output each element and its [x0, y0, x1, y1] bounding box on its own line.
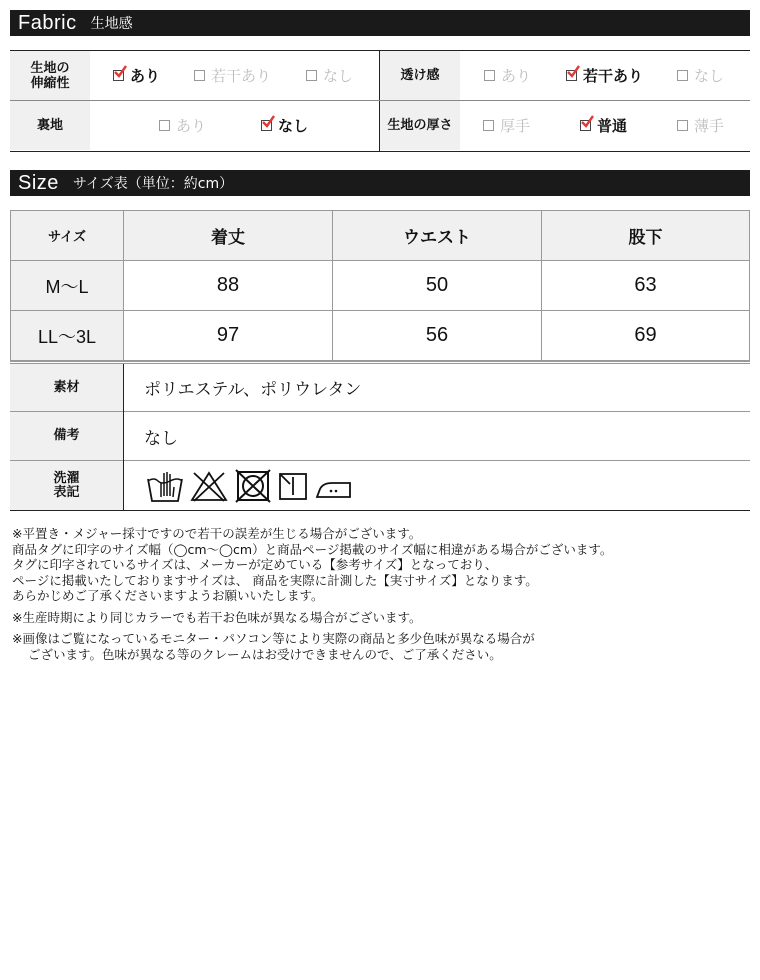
checkbox-icon — [306, 70, 317, 81]
stretch-label-line1: 生地の — [30, 60, 70, 76]
table-row — [11, 311, 750, 361]
hand-wash-icon — [146, 469, 184, 503]
stretch-option-jakkan: 若干あり — [194, 51, 271, 100]
fabric-section-header — [10, 10, 750, 36]
thickness-option-atsude: 厚手 — [483, 101, 530, 150]
size-subtitle: サイズ表（単位：約cm） — [72, 176, 234, 192]
stretch-label — [10, 51, 90, 100]
table-row — [11, 261, 750, 311]
remarks-label: 備考 — [10, 412, 124, 461]
lining-label: 裏地 — [10, 101, 90, 150]
lining-option-ari: あり — [159, 101, 206, 150]
length-value-cell: 97 — [124, 311, 333, 361]
thickness-option-futsu: 普通 — [580, 101, 627, 150]
inseam-header-cell: 股下 — [542, 211, 750, 261]
checkbox-icon — [677, 70, 688, 81]
waist-value-cell: 56 — [333, 311, 542, 361]
stretch-option-ari: あり — [113, 51, 160, 100]
size-table — [10, 210, 750, 361]
care-icons — [124, 461, 751, 511]
notes — [12, 526, 752, 662]
no-tumble-dry-icon — [234, 469, 272, 503]
sheer-option-ari: あり — [484, 51, 531, 100]
checked-box-icon — [580, 120, 591, 131]
length-value-cell: 88 — [124, 261, 333, 311]
note-line: 商品タグに印字のサイズ幅（◯cm〜◯cm）と商品ページ掲載のサイズ幅に相違がある場合がございます。 — [12, 541, 613, 557]
checked-box-icon — [261, 120, 272, 131]
material-label: 素材 — [10, 363, 124, 412]
material-row — [10, 363, 750, 412]
remarks-value: なし — [124, 412, 751, 461]
checkbox-icon — [483, 120, 494, 131]
remarks-row — [10, 412, 750, 461]
no-bleach-icon — [190, 469, 228, 503]
iron-medium-icon — [314, 469, 354, 503]
fabric-table — [10, 50, 750, 152]
size-section-header — [10, 170, 750, 196]
care-row — [10, 461, 750, 511]
sheer-label: 透け感 — [380, 51, 460, 100]
fabric-title: Fabric — [18, 11, 77, 34]
checkbox-icon — [159, 120, 170, 131]
note-line: ございます。色味が異なる等のクレームはお受けできませんので、ご了承ください。 — [28, 646, 502, 662]
waist-header-cell: ウエスト — [333, 211, 542, 261]
material-value: ポリエステル、ポリウレタン — [124, 363, 751, 412]
length-header-cell: 着丈 — [124, 211, 333, 261]
thickness-option-usude: 薄手 — [677, 101, 724, 150]
inseam-value-cell: 69 — [542, 311, 750, 361]
info-table — [10, 361, 750, 511]
checkbox-icon — [677, 120, 688, 131]
lining-option-nashi: なし — [261, 101, 308, 150]
fabric-row-2 — [10, 101, 750, 150]
size-header-cell: サイズ — [11, 211, 124, 261]
stretch-option-nashi: なし — [306, 51, 353, 100]
sheer-option-jakkan: 若干あり — [566, 51, 643, 100]
note-line: ※画像はご覧になっているモニター・パソコン等により実際の商品と多少色味が異なる場合が — [12, 631, 535, 646]
size-title: Size — [18, 171, 59, 194]
inseam-value-cell: 63 — [542, 261, 750, 311]
note-line: ※生産時期により同じカラーでも若干お色味が異なる場合がございます。 — [12, 609, 422, 625]
care-label: 洗濯 表記 — [10, 461, 124, 511]
checkbox-icon — [194, 70, 205, 81]
checked-box-icon — [566, 70, 577, 81]
size-name-cell: LL〜3L — [11, 311, 124, 361]
note-line: ※平置き・メジャー採寸ですので若干の誤差が生じる場合がございます。 — [12, 526, 422, 541]
checkbox-icon — [484, 70, 495, 81]
size-name-cell: M〜L — [11, 261, 124, 311]
fabric-row-1 — [10, 51, 750, 101]
note-line: タグに印字されているサイズは、メーカーが定めている【参考サイズ】となっており、 — [12, 557, 498, 572]
sheer-option-nashi: なし — [677, 51, 724, 100]
fabric-subtitle: 生地感 — [90, 16, 133, 32]
checked-box-icon — [113, 70, 124, 81]
note-line: ページに掲載いたしておりますサイズは、 商品を実際に計測した【実寸サイズ】となります。 — [12, 572, 538, 588]
note-line: あらかじめご了承くださいますようお願いいたします。 — [12, 588, 324, 603]
stretch-label-line2: 伸縮性 — [30, 75, 70, 91]
thickness-label: 生地の厚さ — [380, 101, 460, 150]
line-dry-shade-icon — [278, 469, 308, 503]
waist-value-cell: 50 — [333, 261, 542, 311]
size-table-header-row — [11, 211, 750, 261]
